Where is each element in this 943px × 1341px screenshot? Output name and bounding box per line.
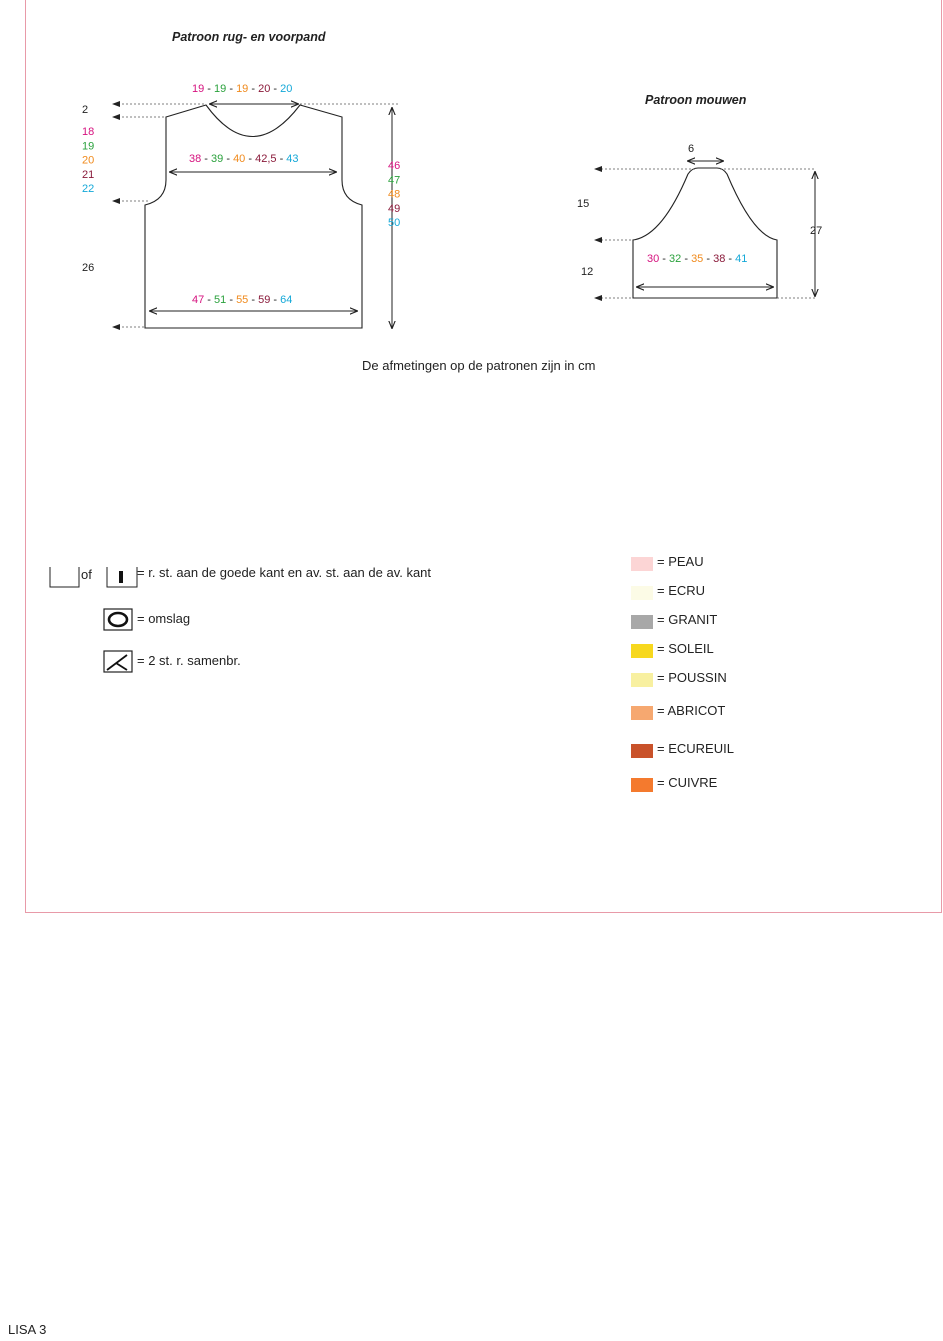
size-value: 38 <box>189 153 202 165</box>
size-separator: - <box>204 83 215 95</box>
chest-width-sizes <box>189 153 299 165</box>
size-value: 48 <box>388 188 401 201</box>
size-value: 32 <box>669 253 682 265</box>
size-value: 46 <box>388 160 401 172</box>
color-swatch <box>631 615 653 629</box>
size-value: 19 <box>236 83 249 95</box>
color-label: = GRANIT <box>657 612 718 627</box>
color-label: = POUSSIN <box>657 670 727 685</box>
size-value: 38 <box>713 253 726 265</box>
height-sizes <box>388 160 400 229</box>
size-separator: - <box>703 253 714 265</box>
sleeve-top-label: 6 <box>688 143 695 155</box>
bottom-width-sizes <box>192 294 292 306</box>
size-value: 64 <box>280 294 293 306</box>
color-swatch <box>631 673 653 687</box>
size-value: 51 <box>214 294 227 306</box>
size-value: 59 <box>258 294 271 306</box>
color-label: = CUIVRE <box>657 775 718 790</box>
or-word: of <box>81 567 92 582</box>
size-separator: - <box>223 153 234 165</box>
knit-symbol-empty <box>50 567 79 587</box>
sleeve-width-sizes <box>647 253 747 265</box>
size-value: 49 <box>388 202 401 215</box>
size-value: 20 <box>258 83 271 95</box>
sleeve-length-label: 27 <box>810 225 823 237</box>
color-label: = ABRICOT <box>657 703 726 718</box>
size-value: 47 <box>192 294 205 306</box>
sleeve-cuff-label: 12 <box>581 266 594 278</box>
size-separator: - <box>681 253 692 265</box>
size-value: 42,5 <box>255 153 277 165</box>
size-separator: - <box>226 294 237 306</box>
size-value: 22 <box>82 183 95 196</box>
color-swatch <box>631 557 653 571</box>
size-value: 43 <box>286 153 299 165</box>
color-swatch <box>631 744 653 758</box>
size-value: 35 <box>691 253 704 265</box>
knit-symbol-bar <box>107 567 137 587</box>
size-separator: - <box>226 83 237 95</box>
size-separator: - <box>245 153 256 165</box>
color-label: = ECUREUIL <box>657 741 734 756</box>
size-value: 20 <box>280 83 293 95</box>
sleeve-outline <box>633 168 777 298</box>
size-value: 47 <box>388 174 401 187</box>
units-note: De afmetingen op de patronen zijn in cm <box>362 358 596 373</box>
size-value: 21 <box>82 168 95 181</box>
size-separator: - <box>248 83 259 95</box>
size-value: 40 <box>233 153 246 165</box>
size-value: 55 <box>236 294 249 306</box>
size-separator: - <box>659 253 670 265</box>
left-dimension-arrows <box>112 101 120 330</box>
body-length-label: 26 <box>82 262 95 274</box>
color-swatch <box>631 778 653 792</box>
yarnover-symbol <box>104 609 132 630</box>
neck-drop-label: 2 <box>82 104 89 116</box>
size-separator: - <box>204 294 215 306</box>
size-separator: - <box>725 253 736 265</box>
color-label: = PEAU <box>657 554 704 569</box>
sleeve-guides <box>597 169 815 298</box>
size-separator: - <box>201 153 212 165</box>
size-separator: - <box>248 294 259 306</box>
yarnover-label: = omslag <box>137 611 191 626</box>
sleeve-left-arrows <box>594 166 602 301</box>
k2tog-label: = 2 st. r. samenbr. <box>137 653 241 668</box>
sleeve-title: Patroon mouwen <box>645 93 747 107</box>
color-swatch <box>631 586 653 600</box>
size-value: 19 <box>82 140 95 153</box>
size-value: 39 <box>211 153 224 165</box>
k2tog-symbol <box>104 651 132 672</box>
size-value: 19 <box>192 83 205 95</box>
size-value: 18 <box>82 126 95 138</box>
page-footer: LISA 3 <box>8 1322 47 1337</box>
color-label: = ECRU <box>657 583 706 598</box>
size-separator: - <box>270 294 281 306</box>
armhole-sizes <box>82 126 94 195</box>
color-swatch <box>631 644 653 658</box>
size-value: 50 <box>388 217 401 230</box>
size-value: 41 <box>735 253 748 265</box>
size-value: 19 <box>214 83 227 95</box>
color-swatch <box>631 706 653 720</box>
knit-label: = r. st. aan de goede kant en av. st. aan de av. kant <box>137 565 432 580</box>
size-value: 30 <box>647 253 660 265</box>
size-separator: - <box>270 83 281 95</box>
color-label: = SOLEIL <box>657 641 714 656</box>
front-back-title: Patroon rug- en voorpand <box>172 30 326 44</box>
size-separator: - <box>276 153 287 165</box>
neck-width-sizes <box>192 83 292 95</box>
sleeve-cap-label: 15 <box>577 198 590 210</box>
color-legend <box>631 554 734 792</box>
size-value: 20 <box>82 154 95 167</box>
